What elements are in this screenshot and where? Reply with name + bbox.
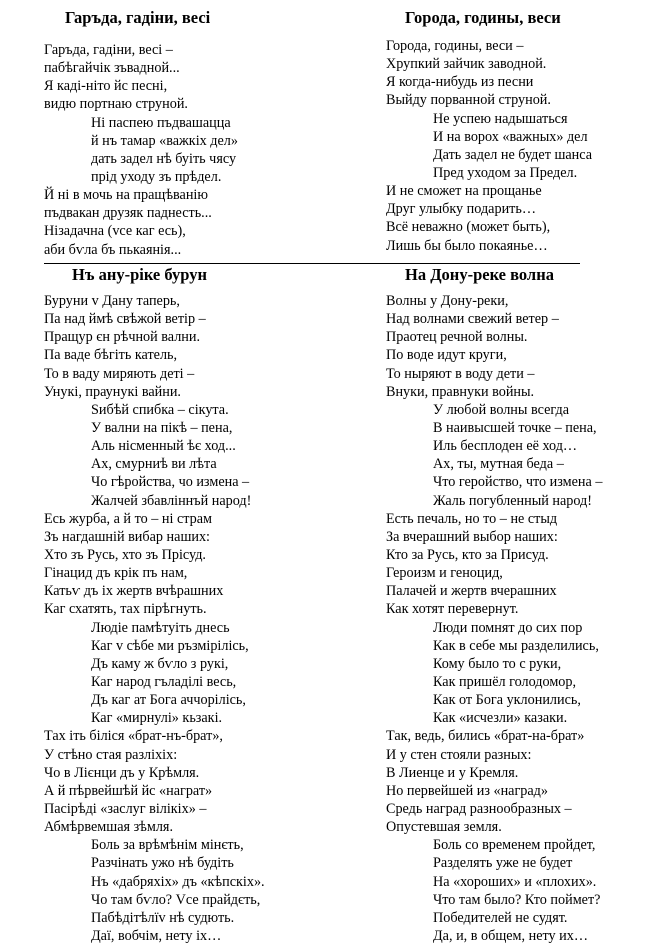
poem-line: Всё неважно (может быть), [386, 219, 551, 236]
poem-line: Чо в Лієнци дъ у Крѣмля. [44, 764, 200, 781]
left-poem2-title: Нъ ану-ріке бурун [72, 265, 207, 284]
poem-line: Хто зъ Русь, хто зъ Прісуд. [44, 546, 206, 563]
poem-line: Каг схатять, тах пірѣгнуть. [44, 601, 207, 618]
poem-line: Буруни v Дану таперь, [44, 293, 180, 309]
right-poem1-title-block [405, 8, 657, 28]
poem-line: Абмѣрвемшая зѣмля. [44, 819, 174, 836]
poem-line: Как пришёл голодомор, [433, 673, 577, 690]
poem-line: Волны у Дону-реки, [386, 293, 509, 309]
poem-line: У вални на пікѣ – пена, [91, 419, 233, 436]
poem-line: Хрупкий зайчик заводной. [386, 56, 547, 73]
left-poem2-title-block [72, 265, 372, 285]
poem-line: Sибѣй спибка – сікута. [91, 401, 229, 418]
poem-line: Победителей не судят. [433, 909, 568, 926]
poem-line: Боль за врѣмѣнім мінєть, [91, 837, 244, 854]
poem-line: Каг «мирнулі» кьзакі. [91, 710, 223, 727]
poem-line: Как от Бога уклонились, [433, 692, 581, 709]
poem-line: Каг v сѣбе ми ръзмірілісь, [91, 637, 249, 654]
poem-line: Как в себе мы разделились, [433, 637, 599, 654]
poem-line: Я каді-ніто йс песні, [44, 78, 168, 95]
poem-line: Друг улыбку подарить… [386, 201, 537, 218]
poem-line: И у стен стояли разных: [386, 746, 532, 763]
poem-line: Палачей и жертв вчерашних [386, 583, 557, 600]
poem-line: Героизм и геноцид, [386, 565, 503, 582]
poem-line: Унукі, праунукі вайни. [44, 383, 181, 400]
poem-line: Пабѣдітѣлїv нѣ судють. [91, 909, 235, 926]
poem-line: Катьѵ дъ іх жертв вчѣрашних [44, 583, 224, 600]
poem-line: И не сможет на прощанье [386, 183, 542, 200]
right-poem1-body [386, 37, 657, 255]
poem-line: Жалчей збавліннъй народ! [91, 492, 252, 509]
poem-line: Даї, вобчім, нету іх… [91, 927, 222, 944]
poem-line: А й пѣрвейшѣй йс «награт» [44, 782, 213, 799]
poem-line: Опустевшая земля. [386, 819, 502, 836]
poem-line: Ах, смурниѣ ви лѣта [91, 456, 217, 473]
poem-line: Есь журба, а й то – ні страм [44, 510, 212, 527]
poem-line: Боль со временем пройдет, [433, 837, 596, 854]
poem-line: В наивысшей точке – пена, [433, 419, 597, 436]
poem-line: Аль нісменный ѣє ход... [91, 438, 236, 455]
poem-line: На «хороших» и «плохих». [433, 873, 597, 890]
poem-line: Кто за Русь, кто за Присуд. [386, 546, 549, 563]
poem-line: В Лиенце и у Кремля. [386, 764, 519, 781]
poem-line: Ах, ты, мутная беда – [433, 456, 564, 473]
poem-line: видю портнаю струной. [44, 96, 188, 113]
poem-line: Дать задел не будет шанса [433, 146, 593, 163]
poem-line: У любой волны всегда [433, 401, 569, 418]
poem-line: Иль бесплоден её ход… [433, 438, 578, 455]
section-divider [44, 263, 580, 264]
poem-line: Как «исчезли» казаки. [433, 710, 568, 727]
poem-line: Й ні в мочь на пращѣванію [44, 187, 208, 204]
poem-line: Но первейшей из «наград» [386, 782, 548, 799]
poem-line: Что там было? Кто поймет? [433, 891, 601, 908]
poem-line: Пасірѣді «заслуг вілікіх» – [44, 800, 207, 817]
poem-line: Праотец речной волны. [386, 329, 528, 346]
poem-line: Как хотят перевернут. [386, 601, 519, 618]
poem-line: Жаль погубленный народ! [433, 492, 592, 509]
poem-line: й нъ тамар «важкіх дел» [91, 132, 238, 149]
poem-line: Кому было то с руки, [433, 655, 562, 672]
poem-line: Пращур єн рѣчной вални. [44, 329, 201, 346]
poem-line: дать задел нѣ буіть чясу [91, 150, 237, 167]
poem-line: Тах іть біліся «брат-нъ-брат», [44, 728, 223, 745]
left-poem1-body [44, 41, 344, 259]
right-poem1-title: Города, годины, веси [405, 8, 561, 27]
poem-line: Над волнами свежий ветер – [386, 311, 559, 328]
poem-line: Па ваде бѣгіть катель, [44, 347, 178, 364]
poem-line: Так, ведь, бились «брат-на-брат» [386, 728, 585, 745]
poem-line: Пред уходом за Предел. [433, 164, 578, 181]
poem-line: аби бѵла бъ пькаянія... [44, 241, 182, 258]
poem-line: Есть печаль, но то – не стыд [386, 510, 558, 527]
poem-line: Выйду порванной струной. [386, 92, 551, 109]
poem-line: Разделять уже не будет [433, 855, 573, 872]
poem-line: Каг народ гъладілі весь, [91, 673, 237, 690]
poem-line: Разчінать ужо нѣ будіть [91, 855, 234, 872]
poem-line: Внуки, правнуки войны. [386, 383, 535, 400]
poem-line: Ні паспею пъдвашацца [91, 114, 231, 131]
poem-line: пабѣгайчік зъвадной... [44, 60, 180, 77]
left-poem2-body [44, 292, 344, 945]
poem-line: Нъ «дабряхіх» дъ «кѣпскіх». [91, 873, 265, 890]
poem-line: Люди помнят до сих пор [433, 619, 583, 636]
poem-line: пъдвакан друзяк паднесть... [44, 205, 212, 222]
poem-line: Нізадачна (vсе каг есь), [44, 223, 186, 240]
poem-line: По воде идут круги, [386, 347, 507, 364]
poem-line: Да, и, в общем, нету их… [433, 927, 589, 944]
poem-line: прід уходу зъ прѣдел. [91, 168, 222, 185]
poem-line: Зъ нагдашній вибар наших: [44, 528, 210, 545]
poem-line: Что геройство, что измена – [433, 474, 603, 491]
poem-line: Чо гѣройства, чо измена – [91, 474, 250, 491]
poem-line: То в ваду миряють деті – [44, 365, 195, 382]
right-poem2-title-block [405, 265, 657, 285]
poem-line: У стѣно стая разліхіх: [44, 746, 178, 763]
poem-line: То ныряют в воду дети – [386, 365, 535, 382]
poem-line: Чо там бѵло? Vсе прайдєть, [91, 891, 261, 908]
poem-line: Я когда-нибудь из песни [386, 74, 534, 91]
poem-line: Дъ каму ж бѵло з рукі, [91, 655, 229, 672]
poem-line: Дъ каг ат Бога аччорілісь, [91, 692, 246, 709]
left-poem1-title-block [65, 8, 365, 28]
poem-line: Средь наград разнообразных – [386, 800, 572, 817]
poem-line: Города, годины, веси – [386, 38, 524, 54]
right-poem2-body [386, 292, 657, 945]
right-poem2-title: На Дону-реке волна [405, 265, 554, 284]
poem-line: Не успею надышаться [433, 110, 568, 127]
poem-line: Гінацид дъ крік пъ нам, [44, 565, 188, 582]
poem-line: За вчерашний выбор наших: [386, 528, 558, 545]
poem-line: Па над ймѣ свѣжой ветір – [44, 311, 206, 328]
poem-line: Лишь бы было покаянье… [386, 237, 548, 254]
poem-line: Людіе памѣтуіть днесь [91, 619, 230, 636]
poem-line: Гаръда, гадіни, весі – [44, 42, 173, 58]
left-poem1-title: Гаръда, гадіни, весі [65, 8, 211, 27]
poem-line: И на ворох «важных» дел [433, 128, 588, 145]
